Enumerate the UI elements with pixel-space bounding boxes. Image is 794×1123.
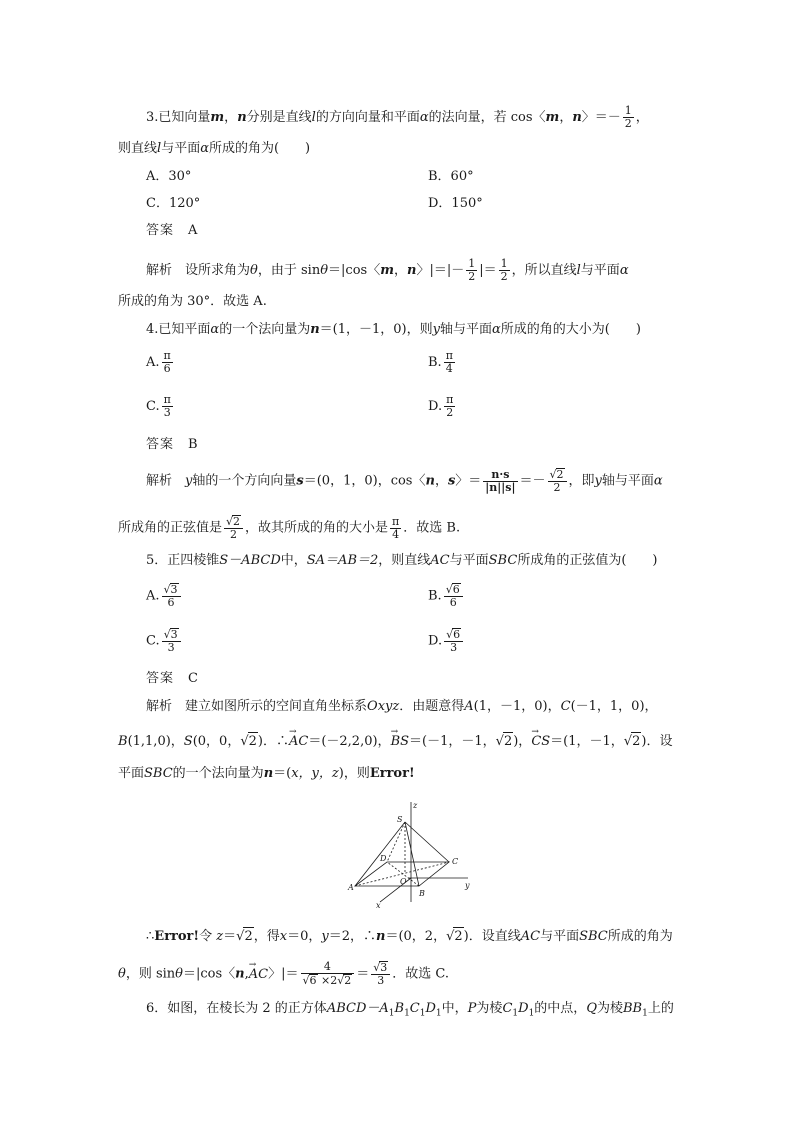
q3-option-b: B．60°	[428, 169, 474, 184]
q5-analysis-line4: ∴Error!令 z＝√2，得x＝0，y＝2，∴n＝(0，2，√2)．设直线AC与平面SBC所成的角为	[146, 929, 673, 944]
fig-label-o: O	[400, 877, 407, 886]
q5-analysis-line5: θ，则 sinθ＝|cos〈n,→ AC〉|＝ $\frac{4}{√6 \times 2√2}$ ＝ $\frac{√3}{3}$ ．故选 C.	[118, 961, 449, 987]
q4-option-b: B. $\frac{\pi}{4}$	[428, 349, 453, 375]
q5-option-a: A. $\frac{√3}{6}$	[146, 583, 183, 609]
fig-label-x: x	[376, 901, 381, 908]
q4-option-c: C. $\frac{\pi}{3}$	[146, 393, 171, 419]
q5-option-b: B. $\frac{√6}{6}$	[428, 583, 465, 609]
fig-label-y: y	[465, 881, 470, 890]
q3-analysis-line1: 解析 设所求角为θ，由于 sinθ＝|cos〈m，n〉|＝|－ $\frac{1}{2}$ |＝ $\frac{1}{2}$ ，所以直线l与平面α	[146, 257, 629, 283]
q3-answer: 答案 A	[146, 223, 199, 238]
q5-analysis-line1: 解析 建立如图所示的空间直角坐标系Oxyz．由题意得A(1，－1，0)，C(－1，1，0)，	[146, 699, 658, 714]
q5-answer: 答案 C	[146, 671, 199, 686]
q3-stem-line1: 3.已知向量m，n分别是直线l的方向向量和平面α的法向量，若 cos〈m，n〉＝－ $\frac{1}{2}$ ，	[146, 104, 649, 130]
q5-option-d: D. $\frac{√6}{3}$	[428, 628, 465, 654]
edge-sb	[405, 822, 419, 886]
q5-stem: 5．正四棱锥S－ABCD中，SA＝AB＝2，则直线AC与平面SBC所成角的正弦值为( )	[146, 553, 658, 568]
q3-option-d: D．150°	[428, 196, 483, 211]
fig-label-b: B	[419, 889, 425, 898]
edge-sc	[405, 822, 449, 862]
q5-option-c: C. $\frac{√3}{3}$	[146, 628, 183, 654]
fig-label-s: S	[397, 815, 403, 824]
q3-option-a: A．30°	[146, 169, 192, 184]
fig-label-z: z	[413, 801, 418, 810]
q4-option-d: D. $\frac{\pi}{2}$	[428, 393, 454, 419]
q5-analysis-line2: B(1,1,0)，S(0，0，√2)．∴→ AC＝(－2,2,0)，→ BS＝(－1，－1，√2)，→ CS＝(1，－1，√2)．设	[118, 732, 672, 751]
q5-analysis-line3: 平面SBC的一个法向量为n＝(x，y，z)，则Error!	[118, 766, 415, 781]
q3-stem-line2: 则直线l与平面α所成的角为( )	[118, 141, 311, 156]
fig-label-a: A	[348, 883, 354, 892]
q4-option-a: A. $\frac{\pi}{6}$	[146, 349, 171, 375]
fig-label-c: C	[452, 857, 459, 866]
fig-label-d: D	[380, 854, 387, 863]
q3-option-c: C．120°	[146, 196, 201, 211]
q4-analysis-line2: 所成角的正弦值是 $\frac{√2}{2}$ ，故其所成的角的大小是 $\frac{\pi}{4}$ ．故选 B.	[118, 514, 461, 541]
q4-answer: 答案 B	[146, 437, 199, 452]
q6-stem: 6．如图，在棱长为 2 的正方体$ABCD-A_1B_1C_1D_1$中，P为棱$C_1D_1$的中点，Q为棱$BB_1$上的	[146, 1001, 674, 1019]
q4-analysis-line1: 解析 y轴的一个方向向量s＝(0，1，0)，cos〈n，s〉＝ $\frac{n\cdot s}{|n||s|}$ ＝－ $\frac{√2}{2}$ ，即y轴与平面α	[146, 467, 663, 494]
q3-analysis-line2: 所成的角为 30°．故选 A.	[118, 294, 267, 309]
q4-stem: 4.已知平面α的一个法向量为n＝(1，－1，0)，则y轴与平面α所成的角的大小为( )	[146, 322, 641, 337]
pyramid-figure	[342, 798, 478, 908]
